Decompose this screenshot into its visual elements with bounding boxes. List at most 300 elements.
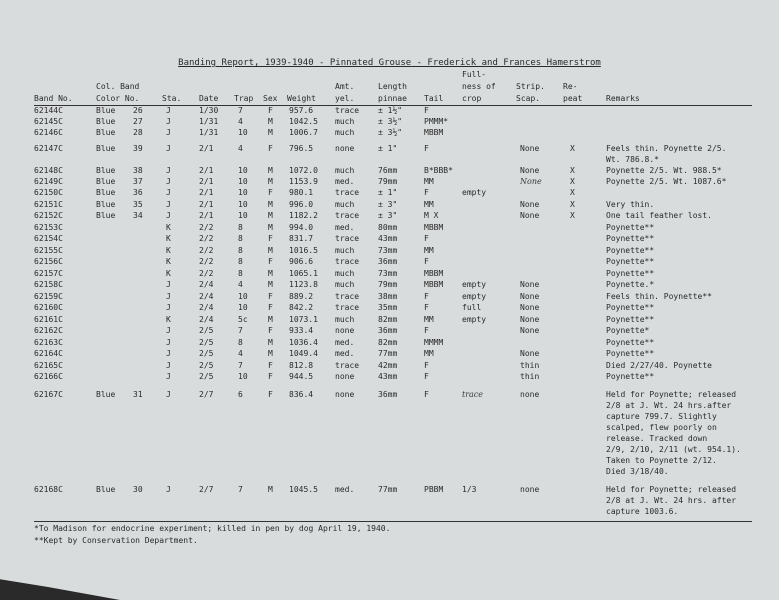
trap-cell: 10	[238, 292, 248, 301]
sta-cell: J	[166, 117, 171, 126]
band-no-cell: 62157C	[34, 269, 63, 278]
header-band-no: Band No.	[34, 94, 73, 103]
weight-cell: 933.4	[289, 326, 314, 335]
trap-cell: 8	[238, 257, 243, 266]
date-cell: 2/7	[199, 485, 214, 494]
length-pinnae-cell: 73mm	[378, 269, 398, 278]
band-no-cell: 62149C	[34, 177, 63, 186]
color-cell: Blue	[96, 200, 116, 209]
tail-cell: MMMM	[424, 338, 444, 347]
amt-yel-cell: much	[335, 280, 355, 289]
length-pinnae-cell: 73mm	[378, 246, 398, 255]
date-cell: 2/2	[199, 257, 214, 266]
table-row	[0, 256, 779, 267]
sex-cell: M	[268, 177, 273, 186]
table-row	[0, 302, 779, 313]
col-band-no-cell: 28	[133, 128, 143, 137]
tail-cell: MM	[424, 246, 434, 255]
trap-cell: 7	[238, 326, 243, 335]
sta-cell: J	[166, 372, 171, 381]
strip-scap-cell: None	[520, 292, 540, 301]
band-no-cell: 62162C	[34, 326, 63, 335]
strip-scap-cell: None	[520, 200, 540, 209]
table-row	[0, 210, 779, 221]
weight-cell: 1036.4	[289, 338, 318, 347]
header-col-band: Col. Band	[96, 82, 140, 91]
table-row	[0, 348, 779, 359]
remarks-cell: Poynette**	[606, 257, 655, 266]
remarks-cell: Feels thin. Poynette 2/5. Wt. 786.8.*	[606, 144, 727, 164]
band-no-cell: 62167C	[34, 390, 63, 399]
strip-scap-cell: None	[520, 315, 540, 324]
length-pinnae-cell: ± 1"	[378, 144, 398, 153]
trap-cell: 10	[238, 303, 248, 312]
header-tail: Tail	[424, 94, 444, 103]
band-no-cell: 62159C	[34, 292, 63, 301]
header-color-no: Color No.	[96, 94, 140, 103]
col-band-no-cell: 36	[133, 188, 143, 197]
col-band-no-cell: 30	[133, 485, 143, 494]
sta-cell: J	[166, 361, 171, 370]
band-no-cell: 62160C	[34, 303, 63, 312]
table-row	[0, 360, 779, 371]
sta-cell: J	[166, 338, 171, 347]
color-cell: Blue	[96, 117, 116, 126]
sex-cell: F	[268, 144, 273, 153]
length-pinnae-cell: 38mm	[378, 292, 398, 301]
header-amt: Amt.	[335, 82, 355, 91]
crop-cell: trace	[462, 390, 484, 399]
length-pinnae-cell: 36mm	[378, 326, 398, 335]
amt-yel-cell: med.	[335, 223, 355, 232]
tail-cell: F	[424, 144, 429, 153]
table-row	[0, 389, 779, 476]
remarks-cell: Poynette 2/5. Wt. 1087.6*	[606, 177, 727, 186]
header-sta: Sta.	[162, 94, 182, 103]
weight-cell: 944.5	[289, 372, 314, 381]
repeat-cell: X	[570, 211, 575, 220]
header-crop: crop	[462, 94, 482, 103]
sex-cell: M	[268, 246, 273, 255]
table-row	[0, 268, 779, 279]
tail-cell: F	[424, 234, 429, 243]
sta-cell: K	[166, 315, 171, 324]
strip-scap-cell: none	[520, 485, 540, 494]
header-remarks: Remarks	[606, 94, 640, 103]
sex-cell: F	[268, 326, 273, 335]
header-weight: Weight	[287, 94, 316, 103]
length-pinnae-cell: ± 3"	[378, 200, 398, 209]
color-cell: Blue	[96, 106, 116, 115]
length-pinnae-cell: 42mm	[378, 361, 398, 370]
date-cell: 2/1	[199, 188, 214, 197]
amt-yel-cell: med.	[335, 177, 355, 186]
sta-cell: J	[166, 166, 171, 175]
tail-cell: MM	[424, 200, 434, 209]
amt-yel-cell: much	[335, 246, 355, 255]
trap-cell: 10	[238, 166, 248, 175]
header-scap: Scap.	[516, 94, 541, 103]
length-pinnae-cell: ± 1"	[378, 188, 398, 197]
strip-scap-cell: thin	[520, 361, 540, 370]
amt-yel-cell: trace	[335, 211, 360, 220]
weight-cell: 980.1	[289, 188, 314, 197]
length-pinnae-cell: 77mm	[378, 349, 398, 358]
tail-cell: F	[424, 303, 429, 312]
amt-yel-cell: much	[335, 128, 355, 137]
trap-cell: 8	[238, 246, 243, 255]
weight-cell: 994.0	[289, 223, 314, 232]
table-row	[0, 187, 779, 198]
remarks-cell: Poynette 2/5. Wt. 988.5*	[606, 166, 722, 175]
header-peat: peat	[563, 94, 583, 103]
sta-cell: K	[166, 223, 171, 232]
band-no-cell: 62147C	[34, 144, 63, 153]
tail-cell: F	[424, 106, 429, 115]
trap-cell: 8	[238, 269, 243, 278]
sex-cell: M	[268, 117, 273, 126]
trap-cell: 10	[238, 188, 248, 197]
length-pinnae-cell: ± 3"	[378, 211, 398, 220]
header-pinnae: pinnae	[378, 94, 407, 103]
header-full: Full-	[462, 70, 487, 79]
tail-cell: PBBM	[424, 485, 444, 494]
trap-cell: 10	[238, 211, 248, 220]
length-pinnae-cell: 82mm	[378, 315, 398, 324]
header-trap: Trap	[234, 94, 254, 103]
band-no-cell: 62154C	[34, 234, 63, 243]
remarks-cell: Poynette**	[606, 315, 655, 324]
sex-cell: F	[268, 234, 273, 243]
date-cell: 2/5	[199, 338, 214, 347]
footnote-2: **Kept by Conservation Department.	[34, 536, 198, 545]
weight-cell: 1006.7	[289, 128, 318, 137]
sex-cell: M	[268, 280, 273, 289]
col-band-no-cell: 27	[133, 117, 143, 126]
table-row	[0, 279, 779, 290]
strip-scap-cell: None	[520, 349, 540, 358]
remarks-cell: Held for Poynette; released 2/8 at J. Wt. 24 hrs. after capture 1003.6.	[606, 485, 737, 516]
sex-cell: F	[268, 106, 273, 115]
sta-cell: K	[166, 234, 171, 243]
tail-cell: MM	[424, 315, 434, 324]
trap-cell: 8	[238, 223, 243, 232]
header-ness-of: ness of	[462, 82, 496, 91]
strip-scap-cell: None	[520, 326, 540, 335]
date-cell: 2/2	[199, 269, 214, 278]
color-cell: Blue	[96, 211, 116, 220]
table-row	[0, 291, 779, 302]
trap-cell: 8	[238, 234, 243, 243]
col-band-no-cell: 35	[133, 200, 143, 209]
table-row	[0, 337, 779, 348]
date-cell: 2/4	[199, 303, 214, 312]
band-no-cell: 62145C	[34, 117, 63, 126]
band-no-cell: 62164C	[34, 349, 63, 358]
sex-cell: F	[268, 361, 273, 370]
date-cell: 2/2	[199, 234, 214, 243]
sex-cell: F	[268, 390, 273, 399]
band-no-cell: 62155C	[34, 246, 63, 255]
band-no-cell: 62151C	[34, 200, 63, 209]
repeat-cell: X	[570, 177, 575, 186]
trap-cell: 4	[238, 280, 243, 289]
tail-cell: M X	[424, 211, 439, 220]
band-no-cell: 62165C	[34, 361, 63, 370]
col-band-no-cell: 38	[133, 166, 143, 175]
weight-cell: 796.5	[289, 144, 314, 153]
tail-cell: MM	[424, 349, 434, 358]
sex-cell: M	[268, 485, 273, 494]
sta-cell: K	[166, 257, 171, 266]
sta-cell: J	[166, 390, 171, 399]
tail-cell: PMMM*	[424, 117, 449, 126]
band-no-cell: 62144C	[34, 106, 63, 115]
remarks-cell: One tail feather lost.	[606, 211, 712, 220]
sex-cell: F	[268, 372, 273, 381]
table-row	[0, 325, 779, 336]
amt-yel-cell: much	[335, 269, 355, 278]
tail-cell: MBBM	[424, 280, 444, 289]
amt-yel-cell: much	[335, 166, 355, 175]
tail-cell: MBBM	[424, 128, 444, 137]
repeat-cell: X	[570, 200, 575, 209]
color-cell: Blue	[96, 485, 116, 494]
header-length: Length	[378, 82, 407, 91]
length-pinnae-cell: 36mm	[378, 390, 398, 399]
weight-cell: 1065.1	[289, 269, 318, 278]
table-row	[0, 314, 779, 325]
remarks-cell: Held for Poynette; released 2/8 at J. Wt. 24 hrs.after capture 799.7. Slightly scalped, flew poorly on release. Tracked down 2/9, 2/10, 2/11 (wt. 954.1). Taken to Poynette 2/12. Died 3/18/40.	[606, 390, 741, 476]
crop-cell: empty	[462, 315, 487, 324]
length-pinnae-cell: 82mm	[378, 338, 398, 347]
remarks-cell: Died 2/27/40. Poynette	[606, 361, 712, 370]
weight-cell: 1045.5	[289, 485, 318, 494]
date-cell: 2/2	[199, 223, 214, 232]
trap-cell: 7	[238, 106, 243, 115]
remarks-cell: Poynette**	[606, 223, 655, 232]
amt-yel-cell: trace	[335, 257, 360, 266]
color-cell: Blue	[96, 177, 116, 186]
weight-cell: 906.6	[289, 257, 314, 266]
length-pinnae-cell: ± 3½"	[378, 117, 403, 126]
amt-yel-cell: trace	[335, 361, 360, 370]
amt-yel-cell: med.	[335, 349, 355, 358]
length-pinnae-cell: 43mm	[378, 234, 398, 243]
amt-yel-cell: much	[335, 200, 355, 209]
weight-cell: 831.7	[289, 234, 314, 243]
tail-cell: F	[424, 372, 429, 381]
amt-yel-cell: none	[335, 326, 355, 335]
strip-scap-cell: None	[520, 166, 540, 175]
sex-cell: M	[268, 128, 273, 137]
tail-cell: F	[424, 361, 429, 370]
sex-cell: M	[268, 349, 273, 358]
strip-scap-cell: None	[520, 303, 540, 312]
header-yel: yel.	[335, 94, 355, 103]
table-row	[0, 484, 779, 516]
trap-cell: 10	[238, 372, 248, 381]
length-pinnae-cell: 43mm	[378, 372, 398, 381]
date-cell: 2/5	[199, 326, 214, 335]
tail-cell: B*BBB*	[424, 166, 453, 175]
trap-cell: 7	[238, 361, 243, 370]
trap-cell: 4	[238, 117, 243, 126]
amt-yel-cell: trace	[335, 303, 360, 312]
band-no-cell: 62152C	[34, 211, 63, 220]
sex-cell: M	[268, 200, 273, 209]
date-cell: 1/30	[199, 106, 219, 115]
sta-cell: K	[166, 269, 171, 278]
sta-cell: J	[166, 177, 171, 186]
band-no-cell: 62166C	[34, 372, 63, 381]
amt-yel-cell: much	[335, 315, 355, 324]
crop-cell: empty	[462, 292, 487, 301]
trap-cell: 10	[238, 200, 248, 209]
sta-cell: J	[166, 326, 171, 335]
sta-cell: J	[166, 211, 171, 220]
col-band-no-cell: 34	[133, 211, 143, 220]
sex-cell: M	[268, 315, 273, 324]
weight-cell: 1182.2	[289, 211, 318, 220]
sex-cell: M	[268, 338, 273, 347]
color-cell: Blue	[96, 128, 116, 137]
length-pinnae-cell: 36mm	[378, 257, 398, 266]
remarks-cell: Poynette*	[606, 326, 650, 335]
crop-cell: 1/3	[462, 485, 477, 494]
weight-cell: 957.6	[289, 106, 314, 115]
band-no-cell: 62153C	[34, 223, 63, 232]
strip-scap-cell: None	[520, 280, 540, 289]
tail-cell: F	[424, 292, 429, 301]
date-cell: 2/2	[199, 246, 214, 255]
remarks-cell: Poynette**	[606, 303, 655, 312]
remarks-cell: Poynette**	[606, 349, 655, 358]
repeat-cell: X	[570, 144, 575, 153]
report-title: Banding Report, 1939-1940 - Pinnated Grouse - Frederick and Frances Hamerstrom	[178, 58, 601, 68]
amt-yel-cell: trace	[335, 106, 360, 115]
sta-cell: J	[166, 144, 171, 153]
band-no-cell: 62148C	[34, 166, 63, 175]
weight-cell: 842.2	[289, 303, 314, 312]
length-pinnae-cell: 79mm	[378, 280, 398, 289]
weight-cell: 1123.8	[289, 280, 318, 289]
length-pinnae-cell: 77mm	[378, 485, 398, 494]
weight-cell: 1153.9	[289, 177, 318, 186]
amt-yel-cell: trace	[335, 188, 360, 197]
strip-scap-cell: thin	[520, 372, 540, 381]
sta-cell: J	[166, 303, 171, 312]
date-cell: 2/4	[199, 292, 214, 301]
crop-cell: empty	[462, 188, 487, 197]
remarks-cell: Poynette.*	[606, 280, 655, 289]
length-pinnae-cell: 80mm	[378, 223, 398, 232]
crop-cell: empty	[462, 280, 487, 289]
amt-yel-cell: med.	[335, 338, 355, 347]
weight-cell: 812.8	[289, 361, 314, 370]
weight-cell: 836.4	[289, 390, 314, 399]
table-row	[0, 105, 779, 116]
strip-scap-cell: None	[520, 211, 540, 220]
table-row	[0, 199, 779, 210]
weight-cell: 996.0	[289, 200, 314, 209]
trap-cell: 7	[238, 485, 243, 494]
date-cell: 1/31	[199, 117, 219, 126]
band-no-cell: 62163C	[34, 338, 63, 347]
date-cell: 2/1	[199, 200, 214, 209]
date-cell: 2/1	[199, 177, 214, 186]
length-pinnae-cell: ± 1½"	[378, 106, 403, 115]
band-no-cell: 62150C	[34, 188, 63, 197]
strip-scap-cell: None	[520, 144, 540, 153]
date-cell: 2/1	[199, 166, 214, 175]
date-cell: 1/31	[199, 128, 219, 137]
tail-cell: MM	[424, 177, 434, 186]
col-band-no-cell: 31	[133, 390, 143, 399]
sex-cell: M	[268, 223, 273, 232]
date-cell: 2/4	[199, 280, 214, 289]
tail-cell: MBBM	[424, 223, 444, 232]
crop-cell: full	[462, 303, 482, 312]
table-row	[0, 222, 779, 233]
amt-yel-cell: trace	[335, 234, 360, 243]
trap-cell: 10	[238, 128, 248, 137]
date-cell: 2/7	[199, 390, 214, 399]
amt-yel-cell: none	[335, 144, 355, 153]
weight-cell: 1042.5	[289, 117, 318, 126]
table-row	[0, 233, 779, 244]
length-pinnae-cell: 79mm	[378, 177, 398, 186]
color-cell: Blue	[96, 144, 116, 153]
table-row	[0, 127, 779, 138]
date-cell: 2/1	[199, 144, 214, 153]
amt-yel-cell: med.	[335, 485, 355, 494]
remarks-cell: Poynette**	[606, 234, 655, 243]
weight-cell: 1072.0	[289, 166, 318, 175]
sta-cell: J	[166, 292, 171, 301]
weight-cell: 1049.4	[289, 349, 318, 358]
amt-yel-cell: trace	[335, 292, 360, 301]
amt-yel-cell: much	[335, 117, 355, 126]
remarks-cell: Poynette**	[606, 269, 655, 278]
remarks-cell: Feels thin. Poynette**	[606, 292, 712, 301]
weight-cell: 1073.1	[289, 315, 318, 324]
length-pinnae-cell: 35mm	[378, 303, 398, 312]
table-row	[0, 165, 779, 176]
band-no-cell: 62168C	[34, 485, 63, 494]
trap-cell: 4	[238, 349, 243, 358]
sta-cell: J	[166, 485, 171, 494]
strip-scap-cell: None	[520, 177, 542, 186]
tail-cell: F	[424, 257, 429, 266]
color-cell: Blue	[96, 390, 116, 399]
sex-cell: F	[268, 188, 273, 197]
table-row	[0, 176, 779, 187]
sta-cell: J	[166, 200, 171, 209]
col-band-no-cell: 39	[133, 144, 143, 153]
date-cell: 2/1	[199, 211, 214, 220]
weight-cell: 889.2	[289, 292, 314, 301]
sta-cell: J	[166, 106, 171, 115]
sex-cell: M	[268, 269, 273, 278]
remarks-cell: Poynette**	[606, 372, 655, 381]
tail-cell: F	[424, 390, 429, 399]
trap-cell: 5c	[238, 315, 248, 324]
footnote-1: *To Madison for endocrine experiment; killed in pen by dog April 19, 1940.	[34, 524, 391, 533]
remarks-cell: Very thin.	[606, 200, 655, 209]
footer-rule	[34, 521, 752, 522]
sex-cell: F	[268, 303, 273, 312]
